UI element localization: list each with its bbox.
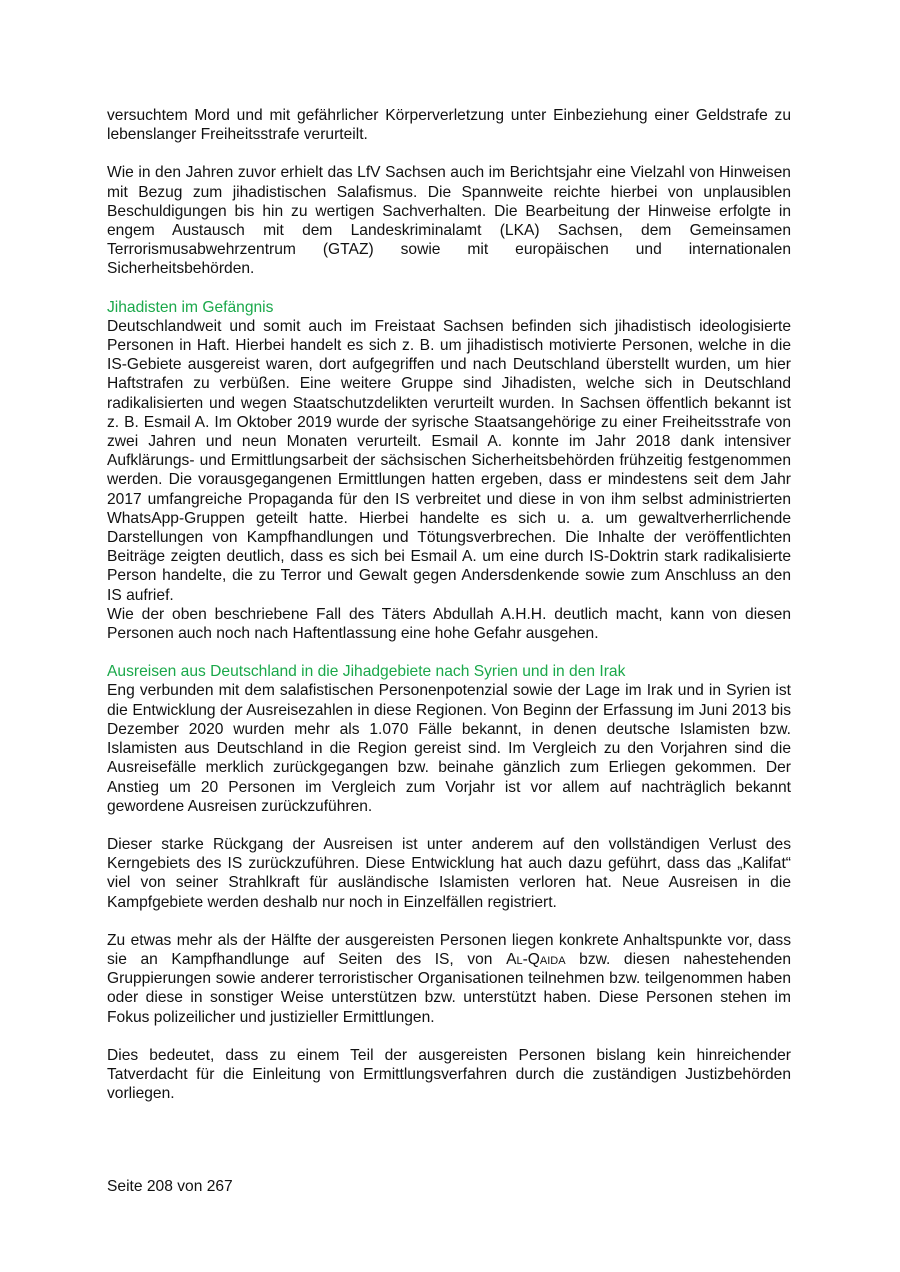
section-heading: Jihadisten im Gefängnis — [107, 298, 274, 316]
organization-name: Al-Qaida — [506, 950, 566, 968]
spacer — [107, 144, 791, 163]
paragraph: Wie in den Jahren zuvor erhielt das LfV Sachsen auch im Berichtsjahr eine Vielzahl von Hinweisen mit Bezug zum jihadistischen Salafismus. Die Spannweite reichte hierbei von unplausiblen Beschuldigungen bis hin zu wertigen Sachverhalten. Die Bearbeitung der Hinweise erfolgte in engem Austausch mit dem Landeskriminalamt (LKA) Sachsen, dem Gemeinsamen Terrorismusabwehrzentrum (GTAZ) sowie mit europäischen und internationalen Sicherheitsbehörden. — [107, 164, 791, 278]
paragraph: Eng verbunden mit dem salafistischen Personenpotenzial sowie der Lage im Irak und in Syrien ist die Entwicklung der Ausreisezahlen in diese Regionen. Von Beginn der Erfassung im Juni 2013 bis Dezember 2020 wurden mehr als 1.070 Fälle bekannt, in denen deutsche Islamisten bzw. Islamisten aus Deutschland in die Region gereist sind. Im Vergleich zu den Vorjahren sind die Ausreisefälle merklich zurückgegangen bzw. beinahe gänzlich zum Erliegen gekommen. Der Anstieg um 20 Personen im Vergleich zum Vorjahr ist vor allem auf nachträglich bekannt gewordene Ausreisen zurückzuführen. — [107, 682, 791, 815]
paragraph: Dies bedeutet, dass zu einem Teil der ausgereisten Personen bislang kein hinreichender Tatverdacht für die Einleitung von Ermittlungsverfahren durch die zuständigen Justizbehörden vorliegen. — [107, 1046, 791, 1103]
spacer — [107, 1027, 791, 1046]
paragraph: versuchtem Mord und mit gefährlicher Körperverletzung unter Einbeziehung einer Geldstrafe zu lebenslanger Freiheitsstrafe verurteilt. — [107, 107, 791, 144]
section-heading: Ausreisen aus Deutschland in die Jihadgebiete nach Syrien und in den Irak — [107, 663, 626, 681]
document-body — [107, 106, 791, 1103]
spacer — [107, 816, 791, 835]
spacer — [107, 279, 791, 298]
spacer — [107, 643, 791, 662]
paragraph — [107, 931, 791, 1027]
paragraph-text: Zu etwas mehr als der Hälfte der ausgereisten Personen liegen konkrete Anhaltspunkte vor, dass sie an Kampfhandlunge auf Seiten des IS, von — [107, 931, 791, 968]
paragraph: Dieser starke Rückgang der Ausreisen ist unter anderem auf den vollständigen Verlust des Kerngebiets des IS zurückzuführen. Diese Entwicklung hat auch dazu geführt, dass das „Kalifat“ viel von seiner Strahlkraft für ausländische Islamisten verloren hat. Neue Ausreisen in die Kampfgebiete werden deshalb nur noch in Einzelfällen registriert. — [107, 835, 791, 911]
paragraph: Wie der oben beschriebene Fall des Täters Abdullah A.H.H. deutlich macht, kann von diesen Personen auch noch nach Haftentlassung eine hohe Gefahr ausgehen. — [107, 605, 791, 643]
page-number: Seite 208 von 267 — [107, 1178, 233, 1195]
paragraph: Deutschlandweit und somit auch im Freistaat Sachsen befinden sich jihadistisch ideologisierte Personen in Haft. Hierbei handelt es sich z. B. um jihadistisch motivierte Personen, welche in die IS-Gebiete ausgereist waren, dort aufgegriffen und nach Deutschland überstellt wurden, um hier Haftstrafen zu verbüßen. Eine weitere Gruppe sind Jihadisten, welche sich in Deutschland radikalisierten und wegen Staatschutzdelikten verurteilt wurden. In Sachsen öffentlich bekannt ist z. B. Esmail A. Im Oktober 2019 wurde der syrische Staatsangehörige zu einer Freiheitsstrafe von zwei Jahren und neun Monaten verurteilt. Esmail A. konnte im Jahr 2018 dank intensiver Aufklärungs- und Ermittlungsarbeit der sächsischen Sicherheitsbehörden frühzeitig festgenommen werden. Die vorausgegangenen Ermittlungen hatten ergeben, dass er mindestens seit dem Jahr 2017 umfangreiche Propaganda für den IS verbreitet und diese in von ihm selbst administrierten WhatsApp-Gruppen geteilt hatte. Hierbei handelte es sich u. a. um gewaltverherrlichende Darstellungen von Kampfhandlungen und Tötungsverbrechen. Die Inhalte der veröffentlichten Beiträge zeigten deutlich, dass es sich bei Esmail A. um eine durch IS-Doktrin stark radikalisierte Person handelte, die zu Terror und Gewalt gegen Andersdenkende sowie zum Anschluss an den IS aufrief. — [107, 317, 791, 604]
spacer — [107, 912, 791, 931]
paragraph-text: bzw. diesen nahestehenden Gruppierungen sowie anderer terroristischer Organisationen teilnehmen bzw. teilgenommen haben oder diese in sonstiger Weise unterstützen bzw. unterstützt haben. Diese Personen stehen im Fokus polizeilicher und justizieller Ermittlungen. — [107, 950, 791, 1026]
